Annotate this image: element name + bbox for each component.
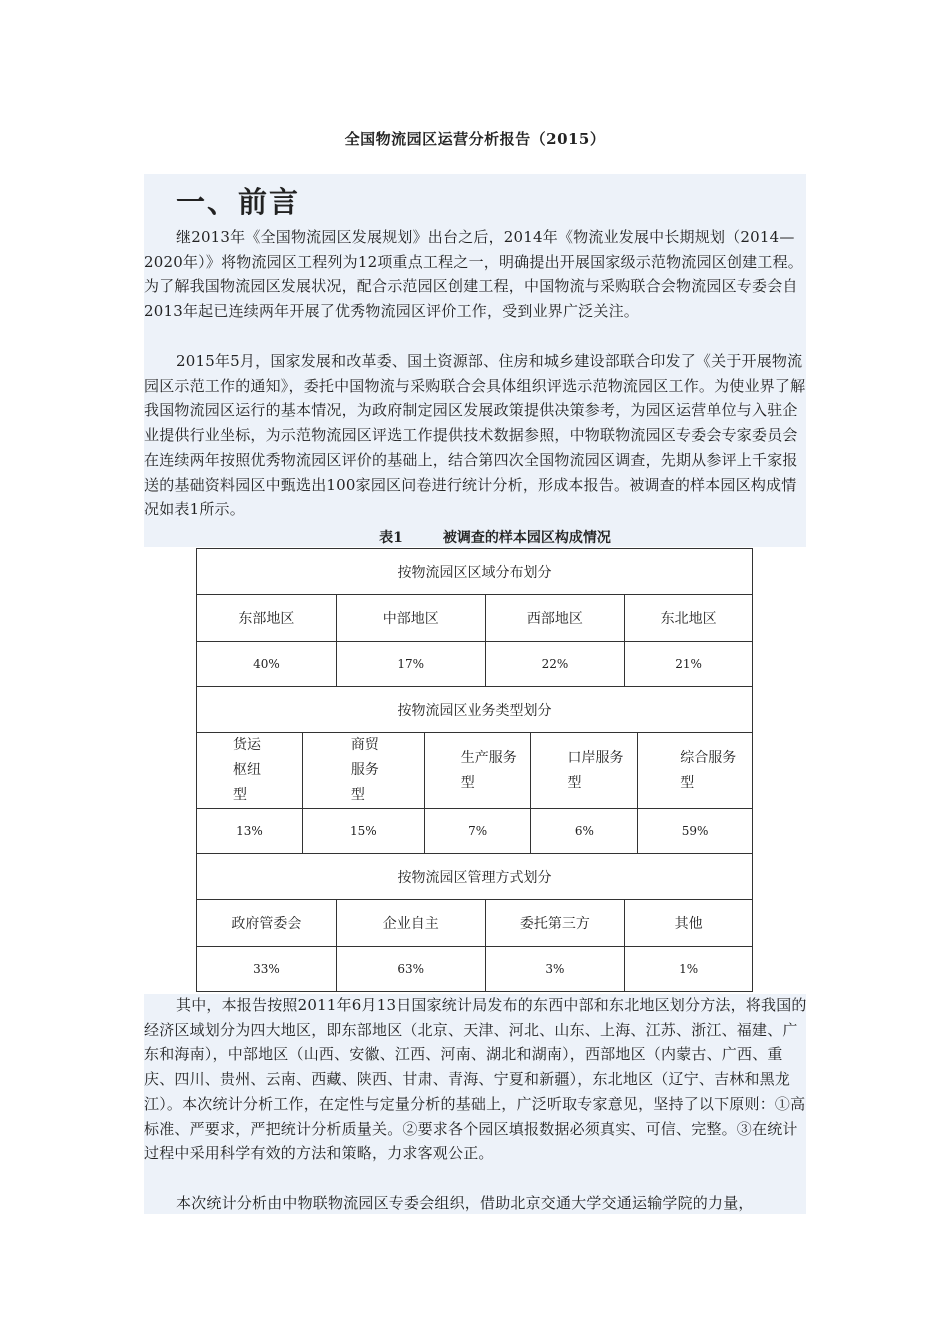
- region-label: 东部地区: [197, 595, 337, 642]
- management-value: 63%: [336, 947, 485, 992]
- region-label: 西部地区: [485, 595, 625, 642]
- management-value: 33%: [197, 947, 337, 992]
- table-caption-title: 被调查的样本园区构成情况: [442, 530, 611, 546]
- region-label: 中部地区: [336, 595, 485, 642]
- business-value: 6%: [531, 809, 638, 854]
- business-label: 生产服务型: [424, 733, 531, 809]
- region-label: 东北地区: [625, 595, 753, 642]
- paragraph-4: 本次统计分析由中物联物流园区专委会组织，借助北京交通大学交通运输学院的力量，: [176, 1194, 754, 1212]
- document-title: 全国物流园区运营分析报告（2015）: [344, 130, 606, 148]
- table-caption-number: 表1: [379, 530, 403, 546]
- paragraph-2: 2015年5月，国家发展和改革委、国土资源部、住房和城乡建设部联合印发了《关于开展物流园区示范工作的通知》，委托中国物流与采购联合会具体组织评选示范物流园区工作。为使业界了解我国物流园区运行的基本情况，为政府制定园区发展政策提供决策参考，为园区运营单位与入驻企业提供行业坐标，为示范物流园区评选工作提供技术数据参照，中物联物流园区专委会专家委员会在连续两年按照优秀物流园区评价的基础上，结合第四次全国物流园区调查，先期从参评上千家报送的基础资料园区中甄选出100家园区问卷进行统计分析，形成本报告。被调查的样本园区构成情况如表1所示。: [144, 352, 806, 519]
- management-label: 委托第三方: [485, 900, 625, 947]
- business-value: 59%: [638, 809, 753, 854]
- business-label: 口岸服务型: [531, 733, 638, 809]
- management-header: 按物流园区管理方式划分: [197, 854, 753, 900]
- region-header: 按物流园区区域分布划分: [197, 549, 753, 595]
- management-label: 企业自主: [336, 900, 485, 947]
- management-value: 3%: [485, 947, 625, 992]
- table-caption: [0, 527, 950, 547]
- composition-table: [196, 548, 753, 992]
- business-value: 15%: [302, 809, 424, 854]
- region-value: 21%: [625, 642, 753, 687]
- business-value: 7%: [424, 809, 531, 854]
- business-label: 货运枢纽型: [197, 733, 303, 809]
- region-value: 40%: [197, 642, 337, 687]
- business-value: 13%: [197, 809, 303, 854]
- management-label: 政府管委会: [197, 900, 337, 947]
- business-header: 按物流园区业务类型划分: [197, 687, 753, 733]
- management-label: 其他: [625, 900, 753, 947]
- business-label: 商贸服务型: [302, 733, 424, 809]
- region-value: 17%: [336, 642, 485, 687]
- section-heading: 一、前言: [176, 185, 301, 219]
- business-label: 综合服务型: [638, 733, 753, 809]
- management-value: 1%: [625, 947, 753, 992]
- paragraph-1: 继2013年《全国物流园区发展规划》出台之后，2014年《物流业发展中长期规划（2014—2020年）》将物流园区工程列为12项重点工程之一，明确提出开展国家级示范物流园区创建工程。为了解我国物流园区发展状况，配合示范园区创建工程，中国物流与采购联合会物流园区专委会自2013年起已连续两年开展了优秀物流园区评价工作，受到业界广泛关注。: [144, 228, 803, 321]
- region-value: 22%: [485, 642, 625, 687]
- paragraph-3: 其中，本报告按照2011年6月13日国家统计局发布的东西中部和东北地区划分方法，将我国的经济区域划分为四大地区，即东部地区（北京、天津、河北、山东、上海、江苏、浙江、福建、广东和海南），中部地区（山西、安徽、江西、河南、湖北和湖南），西部地区（内蒙古、广西、重庆、四川、贵州、云南、西藏、陕西、甘肃、青海、宁夏和新疆），东北地区（辽宁、吉林和黑龙江）。本次统计分析工作，在定性与定量分析的基础上，广泛听取专家意见，坚持了以下原则：①高标准、严要求，严把统计分析质量关。②要求各个园区填报数据必须真实、可信、完整。③在统计过程中采用科学有效的方法和策略，力求客观公正。: [144, 996, 807, 1163]
